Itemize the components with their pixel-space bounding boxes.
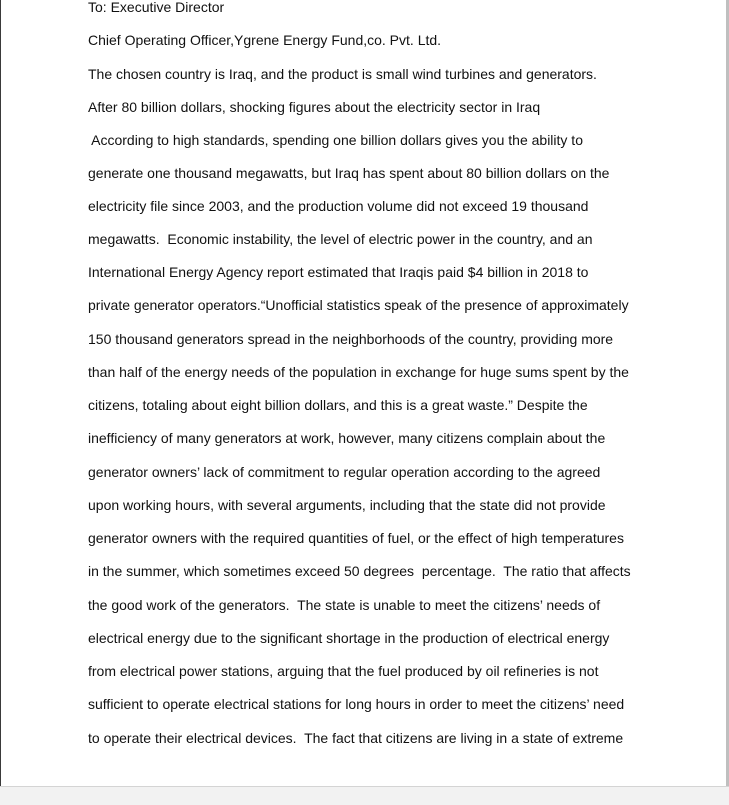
body-line: electricity file since 2003, and the production volume did not exceed 19 thousand [88,198,589,214]
body-line: After 80 billion dollars, shocking figures about the electricity sector in Iraq [88,99,541,115]
body-line: 150 thousand generators spread in the neighborhoods of the country, providing more [88,331,614,347]
page-bottom-strip [0,786,729,805]
title-line: Chief Operating Officer,Ygrene Energy Fund,co. Pvt. Ltd. [88,32,442,48]
body-line: The chosen country is Iraq, and the product is small wind turbines and generators. [88,66,597,82]
body-line: According to high standards, spending one billion dollars gives you the ability to [88,132,583,148]
body-line: in the summer, which sometimes exceed 50 degrees percentage. The ratio that affects [88,563,631,579]
body-line: generator owners with the required quantities of fuel, or the effect of high temperatures [88,530,624,546]
body-line: the good work of the generators. The state is unable to meet the citizens’ needs of [88,597,601,613]
body-line: private generator operators.“Unofficial statistics speak of the presence of approximately [88,297,629,313]
body-line: than half of the energy needs of the population in exchange for huge sums spent by the [88,364,629,380]
body-line: megawatts. Economic instability, the level of electric power in the country, and an [88,231,593,247]
body-line: electrical energy due to the significant shortage in the production of electrical energy [88,630,610,646]
body-line: to operate their electrical devices. The fact that citizens are living in a state of extreme [88,730,624,746]
body-line: inefficiency of many generators at work, however, many citizens complain about the [88,430,606,446]
body-line: from electrical power stations, arguing that the fuel produced by oil refineries is not [88,663,599,679]
viewer-left-edge [0,0,1,804]
body-line: International Energy Agency report estimated that Iraqis paid $4 billion in 2018 to [88,264,589,280]
body-line: upon working hours, with several arguments, including that the state did not provide [88,497,606,513]
body-line: sufficient to operate electrical stations for long hours in order to meet the citizens’ need [88,696,625,712]
recipient-line: To: Executive Director [88,0,225,15]
body-line: generator owners’ lack of commitment to regular operation according to the agreed [88,464,601,480]
body-line: generate one thousand megawatts, but Iraq has spent about 80 billion dollars on the [88,165,610,181]
body-line: citizens, totaling about eight billion dollars, and this is a great waste.” Despite the [88,397,588,413]
